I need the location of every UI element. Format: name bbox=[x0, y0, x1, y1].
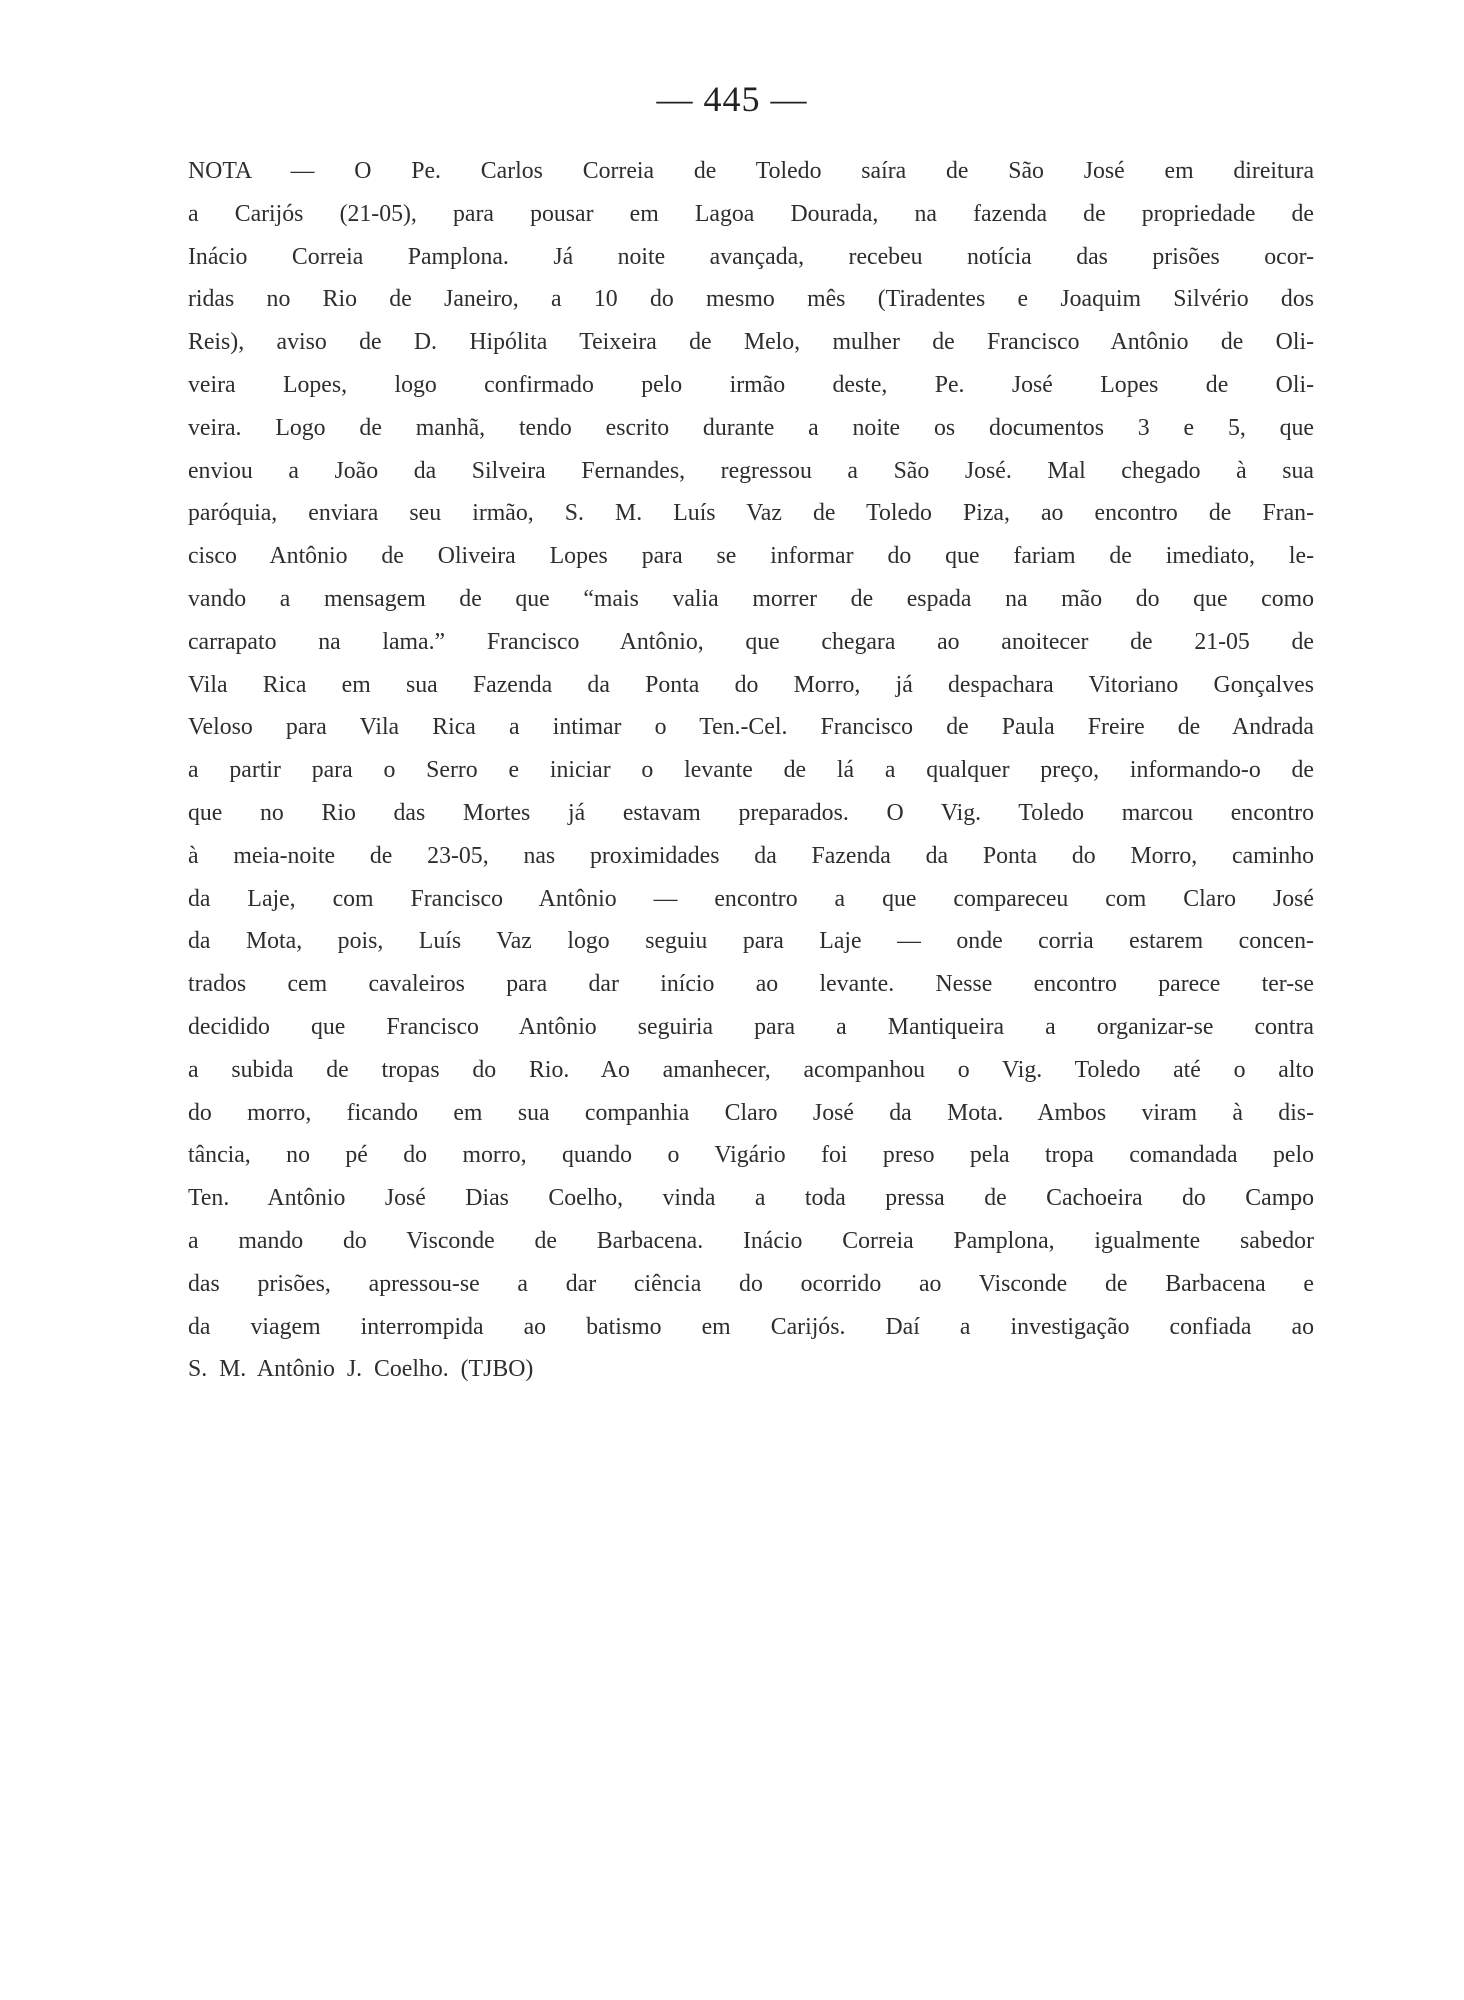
note-line: à meia-noite de 23-05, nas proximidades da Fazenda da Ponta do Morro, caminho bbox=[188, 842, 1314, 869]
note-line: que no Rio das Mortes já estavam preparados. O Vig. Toledo marcou encontro bbox=[188, 799, 1314, 826]
note-line: Vila Rica em sua Fazenda da Ponta do Morro, já despachara Vitoriano Gonçalves bbox=[188, 671, 1314, 698]
note-line: veira Lopes, logo confirmado pelo irmão deste, Pe. José Lopes de Oli- bbox=[188, 371, 1314, 398]
note-line: da viagem interrompida ao batismo em Carijós. Daí a investigação confiada ao bbox=[188, 1313, 1314, 1340]
note-line: a mando do Visconde de Barbacena. Inácio Correia Pamplona, igualmente sabedor bbox=[188, 1227, 1314, 1254]
note-line: a Carijós (21-05), para pousar em Lagoa Dourada, na fazenda de propriedade de bbox=[188, 200, 1314, 227]
note-line: a partir para o Serro e iniciar o levante de lá a qualquer preço, informando-o de bbox=[188, 757, 1314, 784]
note-line: decidido que Francisco Antônio seguiria para a Mantiqueira a organizar-se contra bbox=[188, 1013, 1314, 1040]
note-line: enviou a João da Silveira Fernandes, regressou a São José. Mal chegado à sua bbox=[188, 457, 1314, 484]
page-number: — 445 — bbox=[656, 79, 808, 119]
note-line: ridas no Rio de Janeiro, a 10 do mesmo mês (Tiradentes e Joaquim Silvério dos bbox=[188, 286, 1314, 313]
note-line: S. M. Antônio J. Coelho. (TJBO) bbox=[188, 1356, 534, 1383]
note-line: Reis), aviso de D. Hipólita Teixeira de Melo, mulher de Francisco Antônio de Oli- bbox=[188, 329, 1314, 356]
note-line: a subida de tropas do Rio. Ao amanhecer, acompanhou o Vig. Toledo até o alto bbox=[188, 1056, 1314, 1083]
note-line: paróquia, enviara seu irmão, S. M. Luís Vaz de Toledo Piza, ao encontro de Fran- bbox=[188, 500, 1314, 527]
note-line: carrapato na lama.” Francisco Antônio, que chegara ao anoitecer de 21-05 de bbox=[188, 628, 1314, 655]
note-line: do morro, ficando em sua companhia Claro José da Mota. Ambos viram à dis- bbox=[188, 1099, 1314, 1126]
note-line: vando a mensagem de que “mais valia morrer de espada na mão do que como bbox=[188, 585, 1314, 612]
note-line: Ten. Antônio José Dias Coelho, vinda a toda pressa de Cachoeira do Campo bbox=[188, 1185, 1314, 1212]
note-line: tância, no pé do morro, quando o Vigário foi preso pela tropa comandada pelo bbox=[188, 1142, 1314, 1169]
note-line: da Laje, com Francisco Antônio — encontro a que compareceu com Claro José bbox=[188, 885, 1314, 912]
note-line: Inácio Correia Pamplona. Já noite avançada, recebeu notícia das prisões ocor- bbox=[188, 243, 1314, 270]
note-line: NOTA — O Pe. Carlos Correia de Toledo saíra de São José em direitura bbox=[188, 158, 1314, 184]
note-line: veira. Logo de manhã, tendo escrito durante a noite os documentos 3 e 5, que bbox=[188, 414, 1314, 441]
note-line: das prisões, apressou-se a dar ciência do ocorrido ao Visconde de Barbacena e bbox=[188, 1270, 1314, 1297]
note-paragraph bbox=[188, 150, 1314, 1391]
note-line: da Mota, pois, Luís Vaz logo seguiu para Laje — onde corria estarem concen- bbox=[188, 928, 1314, 955]
note-line: Veloso para Vila Rica a intimar o Ten.-Cel. Francisco de Paula Freire de Andrada bbox=[188, 714, 1314, 741]
note-line: trados cem cavaleiros para dar início ao levante. Nesse encontro parece ter-se bbox=[188, 971, 1314, 998]
note-line: cisco Antônio de Oliveira Lopes para se informar do que fariam de imediato, le- bbox=[188, 543, 1314, 570]
